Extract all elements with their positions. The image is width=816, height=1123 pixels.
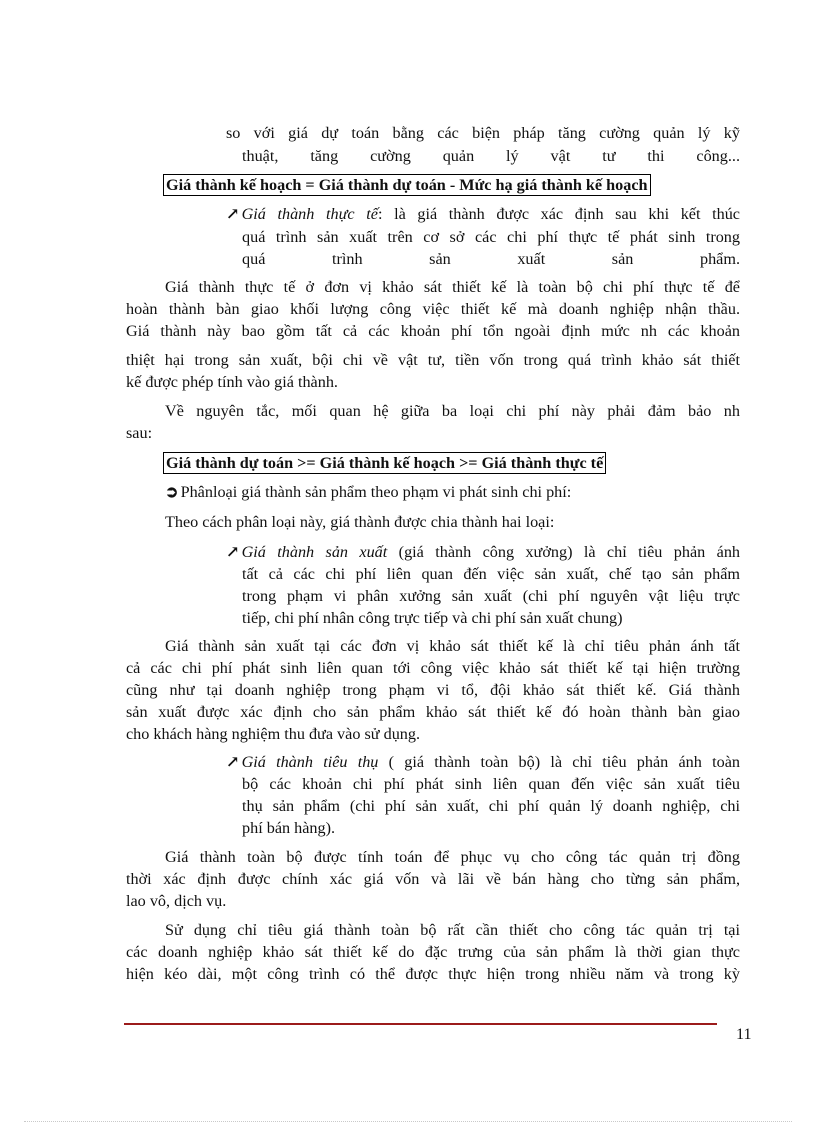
page-bottom-border (24, 1121, 792, 1122)
bullet-production-cost (226, 541, 740, 563)
text-line: thời xác định được chính xác giá vốn và lãi về bán hàng cho từng sản phẩm, (126, 870, 740, 888)
text-line: hiện kéo dài, một công trình có thể được thực hiện trong nhiều năm và trong kỳ (126, 965, 740, 983)
text-line: thiệt hại trong sản xuất, bội chi về vật tư, tiền vốn trong quá trình khảo sát thiết (126, 351, 740, 369)
text-line: so với giá dự toán bằng các biện pháp tăng cường quản lý kỹ (226, 124, 740, 142)
text-span: ( giá thành toàn bộ) là chỉ tiêu phản ánh toàn (378, 753, 740, 771)
text-line: cho khách hàng nghiệm thu đưa vào sử dụng. (126, 725, 421, 743)
text-line: quá trình sản xuất sản phẩm. (242, 250, 740, 268)
arrow-bullet-icon: ↗ (226, 753, 240, 771)
formula-box-cost-relation: Giá thành dự toán >= Giá thành kế hoạch >= Giá thành thực tế (163, 452, 606, 474)
page-number: 11 (736, 1025, 752, 1043)
text-line: Sử dụng chỉ tiêu giá thành toàn bộ rất cần thiết cho công tác quản trị tại (165, 921, 740, 939)
bullet-actual-cost (226, 203, 740, 225)
term-label: Giá thành tiêu thụ (241, 753, 379, 771)
text-line: cũng như tại doanh nghiệp trong phạm vi tổ, đội khảo sát thiết kế. Giá thành (126, 681, 740, 699)
text-line: thụ sản phẩm (chi phí sản xuất, chi phí quản lý doanh nghiệp, chi (242, 797, 740, 815)
text-line: Về nguyên tắc, mối quan hệ giữa ba loại chi phí này phải đảm bảo nh (165, 402, 740, 420)
text-line: sản xuất được xác định cho sản phẩm khảo sát thiết kế đó hoàn thành bàn giao (126, 703, 740, 721)
text-span: : là giá thành được xác định sau khi kết thúc (377, 205, 740, 223)
text-line: các doanh nghiệp khảo sát thiết kế do đặc trưng của sản phẩm là thời gian thực (126, 943, 740, 961)
text-line: phí bán hàng). (242, 819, 336, 837)
text-line: Giá thành thực tế ở đơn vị khảo sát thiết kế là toàn bộ chi phí thực tế để (165, 278, 740, 296)
text-line: sau: (126, 424, 153, 442)
text-span: (giá thành công xưởng) là chỉ tiêu phản ánh (387, 543, 741, 561)
text-span: Phânloại giá thành sản phẩm theo phạm vi phát sinh chi phí: (180, 483, 572, 501)
text-line: Theo cách phân loại này, giá thành được chia thành hai loại: (165, 513, 555, 531)
text-line: tất cả các chi phí liên quan đến việc sản xuất, chế tạo sản phẩm (242, 565, 740, 583)
text-line: tiếp, chi phí nhân công trực tiếp và chi phí sản xuất chung) (242, 609, 623, 627)
text-line: thuật, tăng cường quản lý vật tư thi công... (242, 147, 740, 165)
text-line: kế được phép tính vào giá thành. (126, 373, 338, 391)
text-line: hoàn thành bàn giao khối lượng công việc thiết kế mà doanh nghiệp nhận thầu. (126, 300, 740, 318)
formula-box-plan-cost: Giá thành kế hoạch = Giá thành dự toán - Mức hạ giá thành kế hoạch (163, 174, 651, 196)
arrow-bullet-icon: ↗ (226, 543, 240, 561)
text-line: Giá thành sản xuất tại các đơn vị khảo sát thiết kế là chỉ tiêu phản ánh tất (165, 637, 740, 655)
footer-rule (124, 1023, 717, 1025)
bullet-consumption-cost (226, 751, 740, 773)
text-line: Giá thành toàn bộ được tính toán để phục vụ cho công tác quản trị đồng (165, 848, 740, 866)
arrow-bullet-icon: ↗ (226, 205, 240, 223)
text-line: bộ các khoản chi phí phát sinh liên quan đến việc sản xuất tiêu (242, 775, 740, 793)
text-line: lao vô, dịch vụ. (126, 892, 227, 910)
term-label: Giá thành sản xuất (241, 543, 388, 561)
arrow-right-icon: ➲ (165, 483, 179, 501)
classification-line (165, 481, 740, 503)
text-line: trong phạm vi phân xưởng sản xuất (chi phí nguyên vật liệu trực (242, 587, 740, 605)
text-line: cả các chi phí phát sinh liên quan tới công việc khảo sát thiết kế tại hiện trường (126, 659, 740, 677)
text-line: Giá thành này bao gồm tất cả các khoản phí tổn ngoài định mức nh các khoản (126, 322, 740, 340)
text-line: quá trình sản xuất trên cơ sở các chi phí thực tế phát sinh trong (242, 228, 740, 246)
term-label: Giá thành thực tế (241, 205, 378, 223)
